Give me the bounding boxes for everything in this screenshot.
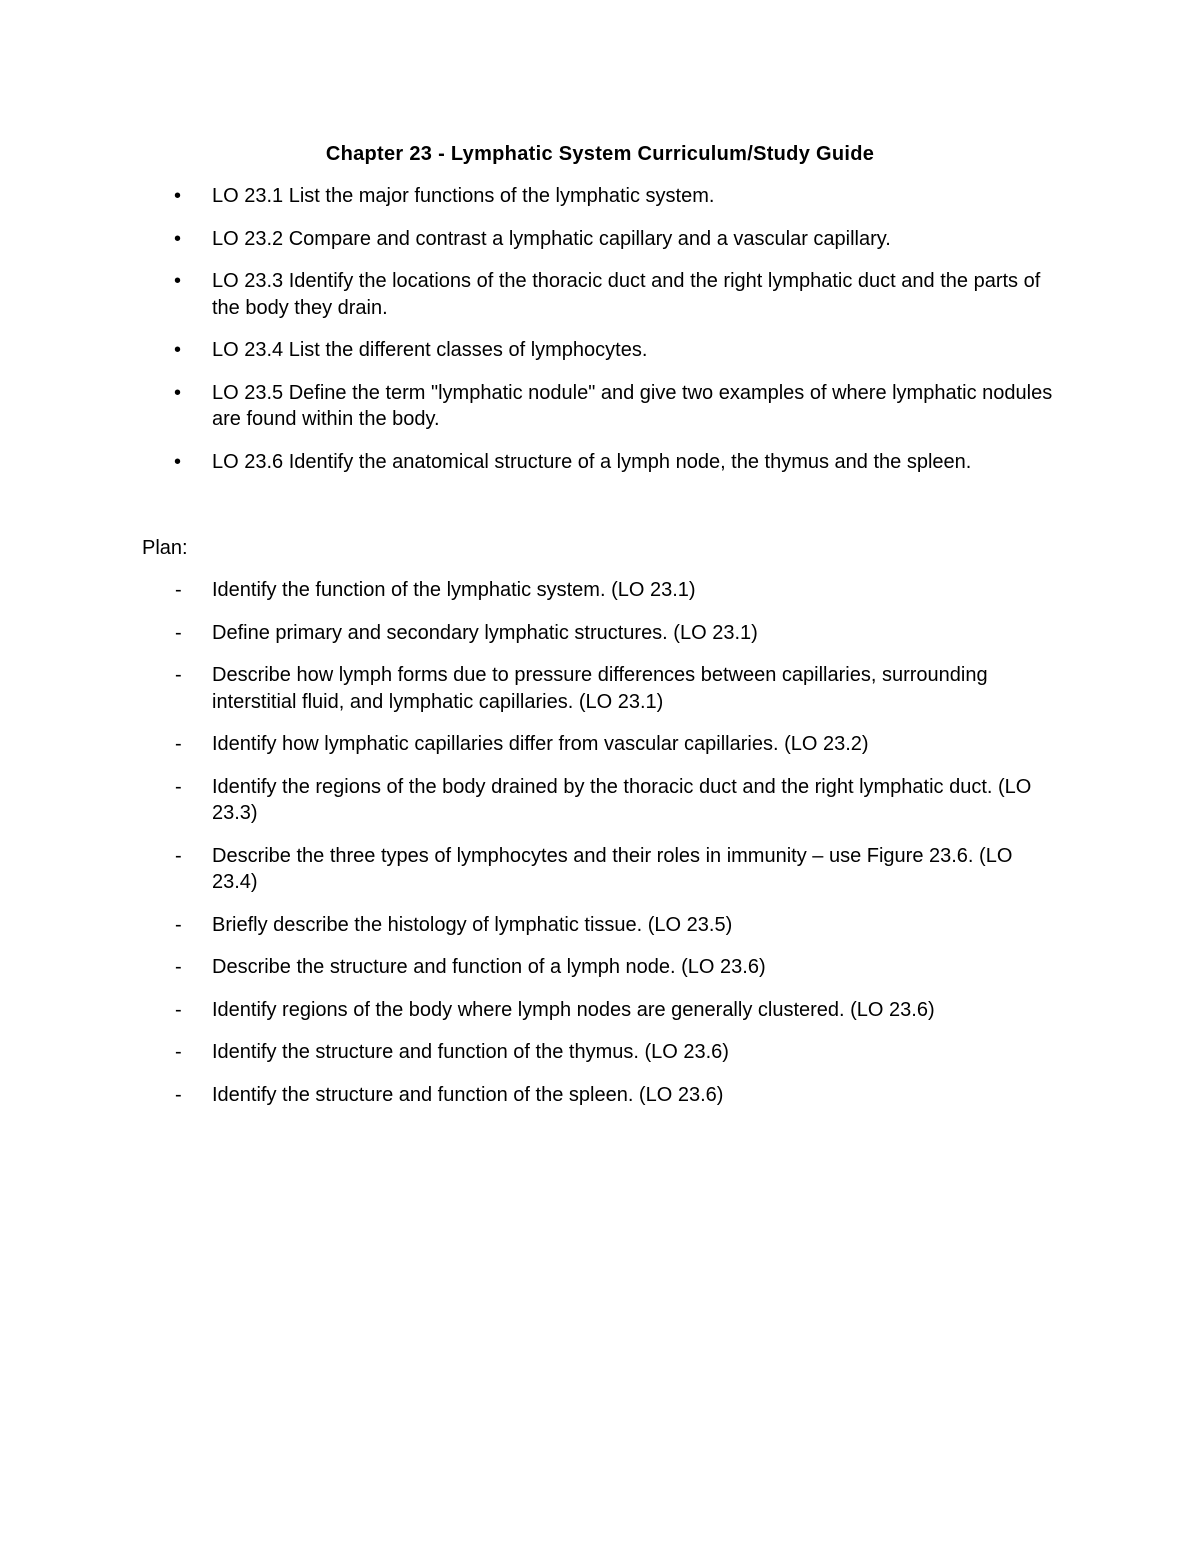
objective-item (0, 183, 1058, 210)
objective-text: LO 23.3 Identify the locations of the thoracic duct and the right lymphatic duct and the parts of the body they drain. (212, 270, 1041, 319)
objective-item (0, 449, 1058, 476)
plan-item (0, 954, 1058, 981)
plan-text: Identify how lymphatic capillaries differ from vascular capillaries. (LO 23.2) (212, 733, 869, 755)
bullet-icon: • (174, 339, 182, 361)
bullet-icon: • (174, 450, 182, 473)
plan-text: Describe how lymph forms due to pressure differences between capillaries, surrounding interstitial fluid, and lymphatic capillaries. (LO 23.1) (212, 664, 988, 713)
objective-text: LO 23.5 Define the term "lymphatic nodule" and give two examples of where lymphatic nodules are found within the body. (212, 381, 1053, 430)
objective-item (0, 226, 1058, 253)
plan-text: Identify the structure and function of the thymus. (LO 23.6) (212, 1041, 729, 1063)
plan-text: Identify regions of the body where lymph nodes are generally clustered. (LO 23.6) (212, 998, 935, 1021)
dash-icon: - (175, 956, 182, 978)
objective-text: LO 23.6 Identify the anatomical structure of a lymph node, the thymus and the spleen. (212, 450, 972, 473)
objective-text: LO 23.2 Compare and contrast a lymphatic capillary and a vascular capillary. (212, 227, 891, 250)
plan-item (0, 912, 1058, 939)
plan-item (0, 997, 1058, 1024)
dash-icon: - (175, 664, 182, 686)
objective-text: LO 23.1 List the major functions of the lymphatic system. (212, 185, 715, 207)
dash-icon: - (175, 1083, 182, 1106)
plan-item (0, 577, 1058, 604)
plan-item (0, 620, 1058, 647)
plan-text: Describe the three types of lymphocytes and their roles in immunity – use Figure 23.6. (LO 23.4) (212, 844, 1013, 893)
document-title: Chapter 23 - Lymphatic System Curriculum/Study Guide (325, 143, 875, 165)
plan-item (0, 1039, 1058, 1066)
plan-item (0, 731, 1058, 758)
plan-text: Describe the structure and function of a lymph node. (LO 23.6) (212, 956, 766, 978)
dash-icon: - (175, 733, 182, 755)
bullet-icon: • (174, 227, 182, 250)
plan-text: Identify the function of the lymphatic system. (LO 23.1) (212, 579, 696, 601)
plan-text: Briefly describe the histology of lymphatic tissue. (LO 23.5) (212, 913, 733, 936)
objective-text: LO 23.4 List the different classes of lymphocytes. (212, 339, 648, 361)
bullet-icon: • (174, 381, 182, 404)
plan-item (0, 774, 1058, 827)
bullet-icon: • (174, 270, 182, 292)
plan-item (0, 1082, 1058, 1109)
objective-item (0, 337, 1058, 364)
plan-item (0, 662, 1058, 715)
learning-objectives-list (0, 183, 1200, 491)
plan-list (0, 577, 1200, 1124)
dash-icon: - (175, 998, 182, 1021)
plan-heading: Plan: (142, 537, 188, 559)
objective-item (0, 268, 1058, 321)
dash-icon: - (175, 621, 182, 644)
plan-text: Identify the structure and function of the spleen. (LO 23.6) (212, 1083, 724, 1106)
dash-icon: - (175, 1041, 182, 1063)
dash-icon: - (175, 579, 182, 601)
dash-icon: - (175, 913, 182, 936)
objective-item (0, 380, 1058, 433)
dash-icon: - (175, 775, 182, 798)
bullet-icon: • (174, 185, 182, 207)
dash-icon: - (175, 844, 182, 867)
plan-item (0, 843, 1058, 896)
plan-text: Define primary and secondary lymphatic structures. (LO 23.1) (212, 621, 758, 644)
plan-text: Identify the regions of the body drained by the thoracic duct and the right lymphatic duct. (LO 23.3) (212, 775, 1032, 824)
